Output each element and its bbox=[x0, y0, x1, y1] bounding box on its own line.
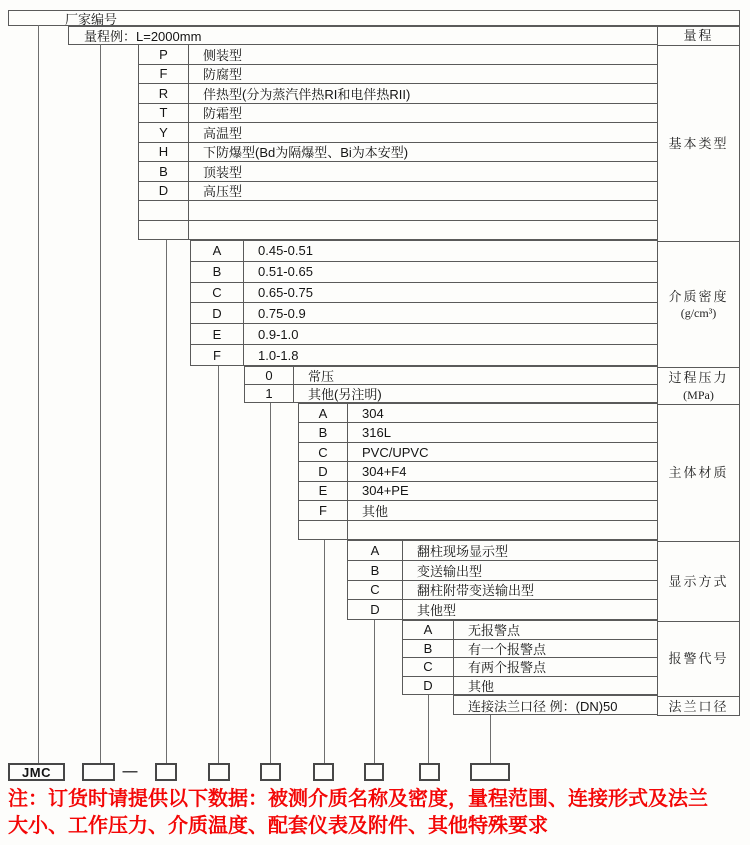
code-cell bbox=[139, 201, 189, 220]
table-row bbox=[139, 65, 657, 85]
desc-cell: 翻柱现场显示型 bbox=[417, 543, 509, 559]
connector-line-8 bbox=[428, 695, 429, 763]
connector-line-4 bbox=[218, 366, 219, 763]
table-row bbox=[299, 501, 657, 520]
desc-cell: 其他 bbox=[362, 503, 389, 519]
code-cell: D bbox=[348, 600, 403, 619]
table-row bbox=[299, 521, 657, 539]
category-label-medium-density bbox=[658, 242, 739, 368]
field-box-flange bbox=[470, 763, 510, 781]
code-cell: D bbox=[403, 677, 454, 695]
code-cell: F bbox=[139, 65, 189, 84]
category-label-display-mode-text: 显示方式 bbox=[668, 573, 729, 589]
code-cell: B bbox=[139, 162, 189, 181]
code-cell: R bbox=[139, 84, 189, 103]
table-row bbox=[191, 303, 657, 324]
desc-cell: 0.65-0.75 bbox=[258, 285, 313, 301]
table-row bbox=[245, 367, 657, 385]
section-medium-density bbox=[190, 240, 658, 366]
manufacturer-number-label: 厂家编号 bbox=[65, 11, 118, 27]
table-row bbox=[299, 482, 657, 501]
code-cell: A bbox=[348, 541, 403, 560]
table-row bbox=[348, 581, 657, 601]
code-cell: A bbox=[191, 241, 244, 261]
table-row bbox=[299, 462, 657, 481]
desc-cell: 翻柱附带变送输出型 bbox=[417, 583, 535, 599]
desc-cell: 无报警点 bbox=[468, 623, 521, 639]
desc-cell: 1.0-1.8 bbox=[258, 347, 299, 363]
code-cell: C bbox=[348, 581, 403, 600]
table-row bbox=[403, 640, 657, 659]
desc-cell: 侧装型 bbox=[203, 47, 243, 63]
field-box-pressure bbox=[260, 763, 281, 781]
ordering-note bbox=[8, 786, 748, 840]
table-row bbox=[454, 696, 657, 714]
desc-cell: 高压型 bbox=[203, 184, 243, 200]
table-row bbox=[403, 621, 657, 640]
field-box-basic-type bbox=[155, 763, 177, 781]
category-label-process-pressure-text: 过程压力 bbox=[668, 370, 729, 386]
desc-cell: 变送输出型 bbox=[417, 563, 483, 579]
desc-cell: 304 bbox=[362, 405, 384, 421]
code-cell: B bbox=[348, 561, 403, 580]
model-prefix-box bbox=[8, 763, 65, 781]
category-label-process-pressure-unit: (MPa) bbox=[683, 387, 714, 402]
desc-cell bbox=[189, 221, 657, 240]
desc-cell: 0.9-1.0 bbox=[258, 326, 299, 342]
desc-cell: 防腐型 bbox=[203, 67, 243, 83]
field-box-alarm bbox=[419, 763, 440, 781]
connector-line-1 bbox=[38, 25, 39, 763]
code-cell bbox=[139, 221, 189, 240]
code-cell: P bbox=[139, 45, 189, 64]
code-cell: A bbox=[403, 621, 454, 639]
connector-line-2 bbox=[100, 44, 101, 763]
separator-dash: — bbox=[122, 763, 138, 780]
desc-cell: 其他 bbox=[468, 678, 495, 694]
code-cell: D bbox=[191, 303, 244, 323]
connector-line-5 bbox=[270, 403, 271, 763]
field-box-material bbox=[313, 763, 334, 781]
range-example-text: 量程例：L=2000mm bbox=[84, 29, 202, 44]
desc-cell: 防霜型 bbox=[203, 106, 243, 122]
table-row bbox=[191, 324, 657, 345]
desc-cell: 其他(另注明) bbox=[308, 387, 382, 402]
code-cell: C bbox=[299, 443, 348, 461]
table-row bbox=[191, 283, 657, 304]
code-cell: C bbox=[191, 283, 244, 303]
table-row bbox=[139, 201, 657, 221]
category-label-body-material bbox=[658, 405, 739, 542]
table-row bbox=[139, 221, 657, 240]
section-display-mode bbox=[347, 540, 658, 620]
desc-cell: 常压 bbox=[308, 369, 335, 384]
table-row bbox=[191, 241, 657, 262]
code-cell: C bbox=[403, 658, 454, 676]
category-label-basic-type bbox=[658, 46, 739, 242]
section-process-pressure bbox=[244, 366, 658, 403]
section-flange-size bbox=[453, 695, 658, 715]
ordering-note-line2: 大小、工作压力、介质温度、配套仪表及附件、其他特殊要求 bbox=[8, 815, 548, 837]
desc-cell bbox=[348, 521, 657, 539]
table-row bbox=[348, 561, 657, 581]
code-cell: D bbox=[299, 462, 348, 480]
section-body-material bbox=[298, 403, 658, 540]
desc-cell: 316L bbox=[362, 425, 391, 441]
category-label-medium-density-text: 介质密度 bbox=[668, 288, 729, 304]
desc-cell: 304+PE bbox=[362, 483, 409, 499]
desc-cell: 304+F4 bbox=[362, 463, 407, 479]
desc-cell: 高温型 bbox=[203, 125, 243, 141]
desc-cell bbox=[189, 201, 657, 220]
category-label-process-pressure bbox=[658, 368, 739, 405]
desc-cell: 顶装型 bbox=[203, 164, 243, 180]
table-row bbox=[139, 45, 657, 65]
field-box-range bbox=[82, 763, 115, 781]
code-cell: A bbox=[299, 404, 348, 422]
category-label-range bbox=[658, 27, 739, 46]
connector-line-6 bbox=[324, 540, 325, 763]
table-row bbox=[191, 345, 657, 365]
code-cell: F bbox=[191, 345, 244, 365]
category-label-flange-size-text: 法兰口径 bbox=[668, 699, 729, 715]
connector-line-9 bbox=[490, 715, 491, 763]
desc-cell: 连接法兰口径 例：(DN)50 bbox=[468, 698, 618, 714]
desc-cell: 0.75-0.9 bbox=[258, 305, 306, 321]
code-cell: 1 bbox=[245, 385, 294, 402]
desc-cell: PVC/UPVC bbox=[362, 444, 429, 460]
category-label-display-mode bbox=[658, 542, 739, 622]
connector-line-7 bbox=[374, 620, 375, 763]
table-row bbox=[299, 443, 657, 462]
code-cell: D bbox=[139, 182, 189, 201]
code-cell: B bbox=[299, 423, 348, 441]
desc-cell: 其他型 bbox=[417, 603, 457, 619]
code-cell: F bbox=[299, 501, 348, 519]
table-row bbox=[299, 404, 657, 423]
table-row bbox=[139, 123, 657, 143]
desc-cell: 有一个报警点 bbox=[468, 641, 547, 657]
section-basic-type bbox=[138, 44, 658, 240]
category-label-range-text: 量程 bbox=[683, 28, 714, 44]
table-row bbox=[299, 423, 657, 442]
category-label-alarm-code bbox=[658, 622, 739, 697]
table-row bbox=[139, 182, 657, 202]
table-row bbox=[348, 600, 657, 619]
code-cell: Y bbox=[139, 123, 189, 142]
category-label-flange-size bbox=[658, 697, 739, 717]
code-cell: H bbox=[139, 143, 189, 162]
desc-cell: 伴热型(分为蒸汽伴热RI和电伴热RII) bbox=[203, 86, 411, 102]
desc-cell: 0.51-0.65 bbox=[258, 264, 313, 280]
code-cell: T bbox=[139, 104, 189, 123]
manufacturer-number-row bbox=[8, 10, 740, 26]
category-label-column bbox=[657, 26, 740, 716]
table-row bbox=[245, 385, 657, 402]
code-cell bbox=[299, 521, 348, 539]
table-row bbox=[348, 541, 657, 561]
category-label-medium-density-unit: (g/cm³) bbox=[680, 306, 717, 321]
table-row bbox=[403, 658, 657, 677]
code-cell: 0 bbox=[245, 367, 294, 384]
desc-cell: 下防爆型(Bd为隔爆型、Bi为本安型) bbox=[203, 145, 409, 161]
ordering-note-line1: 注：订货时请提供以下数据：被测介质名称及密度，量程范围、连接形式及法兰 bbox=[8, 788, 708, 810]
field-box-density bbox=[208, 763, 230, 781]
category-label-basic-type-text: 基本类型 bbox=[668, 135, 729, 151]
field-box-display bbox=[364, 763, 384, 781]
code-cell: E bbox=[299, 482, 348, 500]
code-cell: B bbox=[191, 262, 244, 282]
table-row bbox=[139, 143, 657, 163]
code-cell: B bbox=[403, 640, 454, 658]
connector-line-3 bbox=[166, 240, 167, 763]
code-cell: E bbox=[191, 324, 244, 344]
table-row bbox=[139, 84, 657, 104]
desc-cell: 有两个报警点 bbox=[468, 660, 547, 676]
table-row bbox=[139, 104, 657, 124]
range-example-row bbox=[68, 26, 658, 45]
category-label-alarm-code-text: 报警代号 bbox=[668, 651, 729, 667]
model-prefix-text: JMC bbox=[22, 764, 51, 780]
desc-cell: 0.45-0.51 bbox=[258, 243, 313, 259]
table-row bbox=[403, 677, 657, 695]
table-row bbox=[191, 262, 657, 283]
section-alarm-code bbox=[402, 620, 658, 695]
category-label-body-material-text: 主体材质 bbox=[668, 465, 729, 481]
table-row bbox=[139, 162, 657, 182]
